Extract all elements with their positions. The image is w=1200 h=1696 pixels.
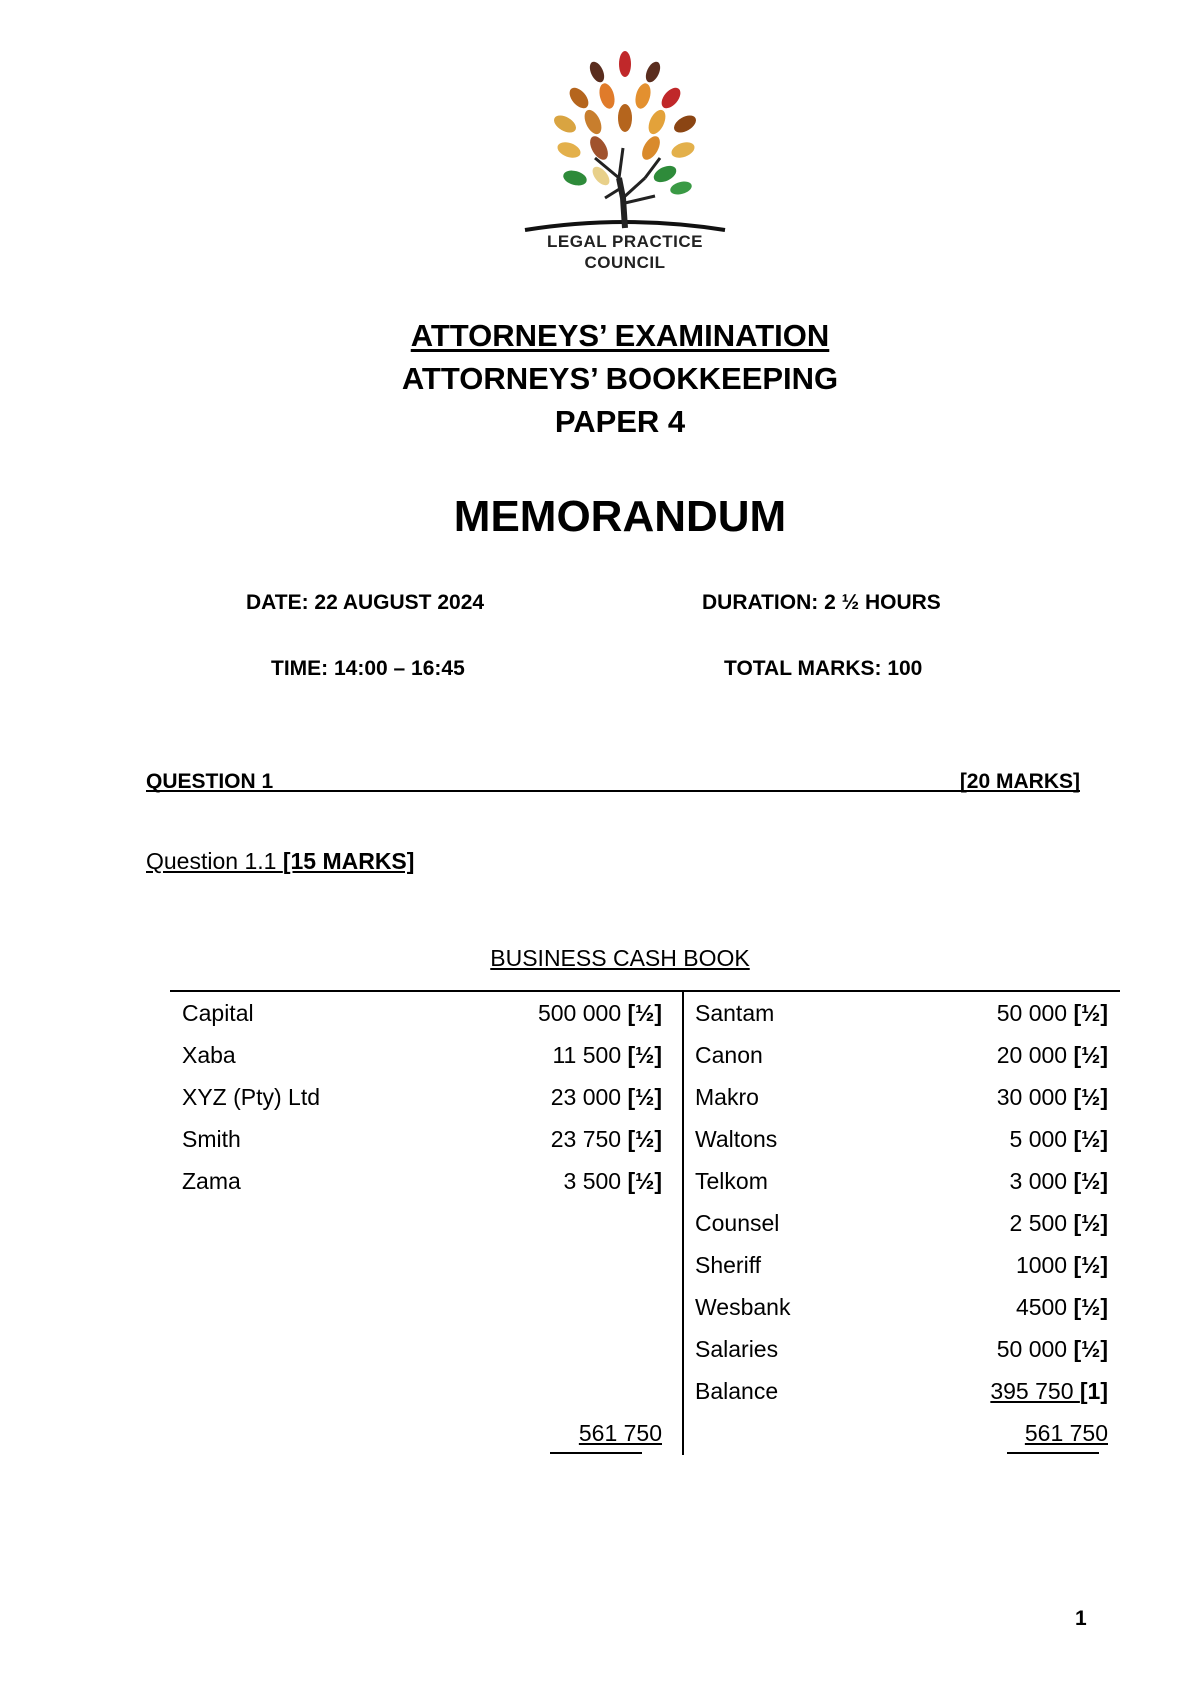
entry-label: Waltons xyxy=(695,1126,778,1152)
entry-amount: 50 000 [½] xyxy=(996,1000,1108,1026)
entry-label: Balance xyxy=(695,1378,779,1404)
legal-practice-council-logo xyxy=(495,38,755,300)
entry-label: Makro xyxy=(695,1084,759,1110)
entry-amount: 11 500 [½] xyxy=(552,1042,662,1068)
entry-amount: 50 000 [½] xyxy=(996,1336,1108,1362)
entry-amount: 1000 [½] xyxy=(1015,1252,1108,1278)
cash-book-debit-total xyxy=(182,1410,662,1452)
cash-book-credit-side xyxy=(695,990,1108,1452)
cash-book-entry xyxy=(695,1326,1108,1368)
question-label: QUESTION 1 xyxy=(146,770,274,793)
logo-text-line-2: COUNCIL xyxy=(584,253,666,272)
entry-label: Santam xyxy=(695,1000,775,1026)
debit-total-double-rule xyxy=(550,1452,642,1454)
entry-amount: 4500 [½] xyxy=(1015,1294,1108,1320)
entry-amount: 5 000 [½] xyxy=(1009,1126,1108,1152)
cash-book-title: BUSINESS CASH BOOK xyxy=(490,945,750,971)
entry-label: Salaries xyxy=(695,1336,779,1362)
cash-book-entry xyxy=(182,1032,662,1074)
question-marks: [20 MARKS] xyxy=(959,770,1080,793)
credit-total-amount: 561 750 xyxy=(1024,1420,1108,1446)
memorandum-heading: MEMORANDUM xyxy=(453,492,787,541)
entry-label: Capital xyxy=(182,1000,254,1026)
exam-time: TIME: 14:00 – 16:45 xyxy=(271,657,465,680)
cash-book-debit-side xyxy=(182,990,662,1452)
cash-book-credit-total xyxy=(695,1410,1108,1452)
cash-book-entry xyxy=(695,1116,1108,1158)
exam-date: DATE: 22 AUGUST 2024 xyxy=(246,591,485,614)
tree-emblem-icon xyxy=(495,38,755,238)
question-heading-rule xyxy=(146,790,1080,792)
credit-total-double-rule xyxy=(1007,1452,1099,1454)
cash-book-entry xyxy=(695,1368,1108,1410)
entry-label: Wesbank xyxy=(695,1294,791,1320)
paper-subject: ATTORNEYS’ BOOKKEEPING xyxy=(401,361,839,396)
sub-question-marks: [15 MARKS] xyxy=(282,848,415,874)
sub-question-heading xyxy=(146,848,414,875)
cash-book-entry xyxy=(182,1116,662,1158)
cash-book-entry xyxy=(695,1032,1108,1074)
entry-label: Smith xyxy=(182,1126,241,1152)
cash-book-entry xyxy=(695,1158,1108,1200)
cash-book-entry xyxy=(695,1074,1108,1116)
entry-label: Sheriff xyxy=(695,1252,762,1278)
entry-label: Counsel xyxy=(695,1210,780,1236)
entry-amount: 23 000 [½] xyxy=(550,1084,662,1110)
cash-book-spacer xyxy=(182,1200,662,1410)
entry-amount: 395 750 [1] xyxy=(990,1378,1108,1404)
entry-amount: 3 500 [½] xyxy=(563,1168,662,1194)
business-cash-book xyxy=(170,990,1120,1455)
entry-amount: 3 000 [½] xyxy=(1009,1168,1108,1194)
entry-amount: 2 500 [½] xyxy=(1009,1210,1108,1236)
entry-amount: 20 000 [½] xyxy=(996,1042,1108,1068)
cash-book-entry xyxy=(182,1074,662,1116)
cash-book-entry xyxy=(695,990,1108,1032)
exam-duration: DURATION: 2 ½ HOURS xyxy=(702,591,941,614)
cash-book-entry xyxy=(695,1200,1108,1242)
entry-label: Telkom xyxy=(695,1168,768,1194)
page-number: 1 xyxy=(1075,1607,1087,1630)
logo-text-line-1: LEGAL PRACTICE xyxy=(547,232,703,251)
paper-number: PAPER 4 xyxy=(554,404,686,439)
cash-book-center-rule xyxy=(682,990,684,1455)
entry-label: Xaba xyxy=(182,1042,236,1068)
entry-label: Canon xyxy=(695,1042,763,1068)
entry-label: XYZ (Pty) Ltd xyxy=(182,1084,321,1110)
exam-total-marks: TOTAL MARKS: 100 xyxy=(724,657,923,680)
sub-question-label: Question 1.1 xyxy=(146,848,283,874)
cash-book-entry xyxy=(695,1242,1108,1284)
cash-book-entry xyxy=(182,1158,662,1200)
cash-book-entry xyxy=(695,1284,1108,1326)
exam-title: ATTORNEYS’ EXAMINATION xyxy=(410,318,830,353)
cash-book-entry xyxy=(182,990,662,1032)
entry-amount: 30 000 [½] xyxy=(996,1084,1108,1110)
entry-amount: 23 750 [½] xyxy=(550,1126,662,1152)
entry-amount: 500 000 [½] xyxy=(537,1000,662,1026)
entry-label: Zama xyxy=(182,1168,241,1194)
debit-total-amount: 561 750 xyxy=(578,1420,662,1446)
